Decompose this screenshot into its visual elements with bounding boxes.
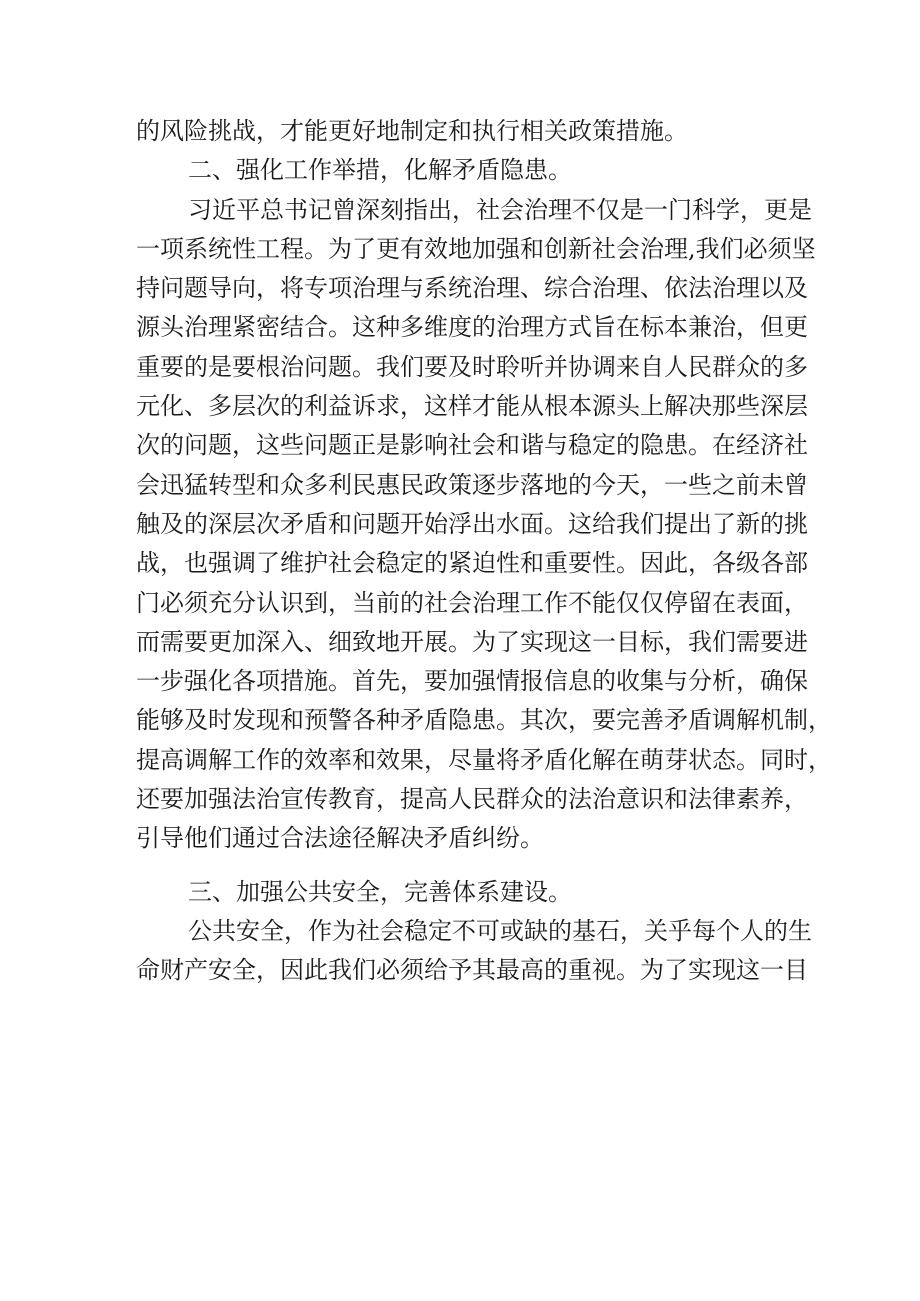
paragraph-line: 公共安全，作为社会稳定不可或缺的基石，关乎每个人的生	[188, 916, 812, 945]
paragraph-3	[136, 912, 812, 991]
paragraph-line: 持问题导向，将专项治理与系统治理、综合治理、依法治理以及	[136, 274, 808, 303]
paragraph-continuation-line: 的风险挑战，才能更好地制定和执行相关政策措施。	[136, 117, 688, 145]
paragraph-line: 源头治理紧密结合。这种多维度的治理方式旨在标本兼治，但更	[136, 313, 808, 342]
paragraph-line: 触及的深层次矛盾和问题开始浮出水面。这给我们提出了新的挑	[136, 509, 808, 538]
paragraph-line: 门必须充分认识到，当前的社会治理工作不能仅仅停留在表面，	[136, 588, 808, 617]
paragraph-line: 元化、多层次的利益诉求，这样才能从根本源头上解决那些深层	[136, 392, 808, 421]
paragraph-line: 次的问题，这些问题正是影响社会和谐与稳定的隐患。在经济社	[136, 431, 808, 460]
paragraph-line: 习近平总书记曾深刻指出，社会治理不仅是一门科学，更是	[188, 195, 812, 224]
paragraph-line: 战，也强调了维护社会稳定的紧迫性和重要性。因此，各级各部	[136, 549, 808, 578]
paragraph-line: 而需要更加深入、细致地开展。为了实现这一目标，我们需要进	[136, 627, 808, 656]
paragraph-line: 一步强化各项措施。首先，要加强情报信息的收集与分析，确保	[136, 667, 808, 696]
section-heading-3: 三、加强公共安全，完善体系建设。	[188, 877, 572, 906]
paragraph-line: 一项系统性工程。为了更有效地加强和创新社会治理,我们必须坚	[136, 234, 816, 263]
paragraph-line: 还要加强法治宣传教育，提高人民群众的法治意识和法律素养，	[136, 785, 808, 814]
paragraph-line: 能够及时发现和预警各种矛盾隐患。其次，要完善矛盾调解机制，	[136, 706, 832, 735]
paragraph-line: 引导他们通过合法途径解决矛盾纠纷。	[136, 824, 544, 853]
paragraph-line: 重要的是要根治问题。我们要及时聆听并协调来自人民群众的多	[136, 352, 808, 381]
paragraph-2	[136, 191, 832, 859]
document-body	[136, 112, 832, 991]
paragraph-line: 提高调解工作的效率和效果，尽量将矛盾化解在萌芽状态。同时，	[136, 745, 832, 774]
paragraph-line: 会迅猛转型和众多利民惠民政策逐步落地的今天，一些之前未曾	[136, 470, 808, 499]
paragraph-line: 命财产安全，因此我们必须给予其最高的重视。为了实现这一目	[136, 956, 808, 985]
section-heading-2: 二、强化工作举措，化解矛盾隐患。	[188, 156, 572, 185]
